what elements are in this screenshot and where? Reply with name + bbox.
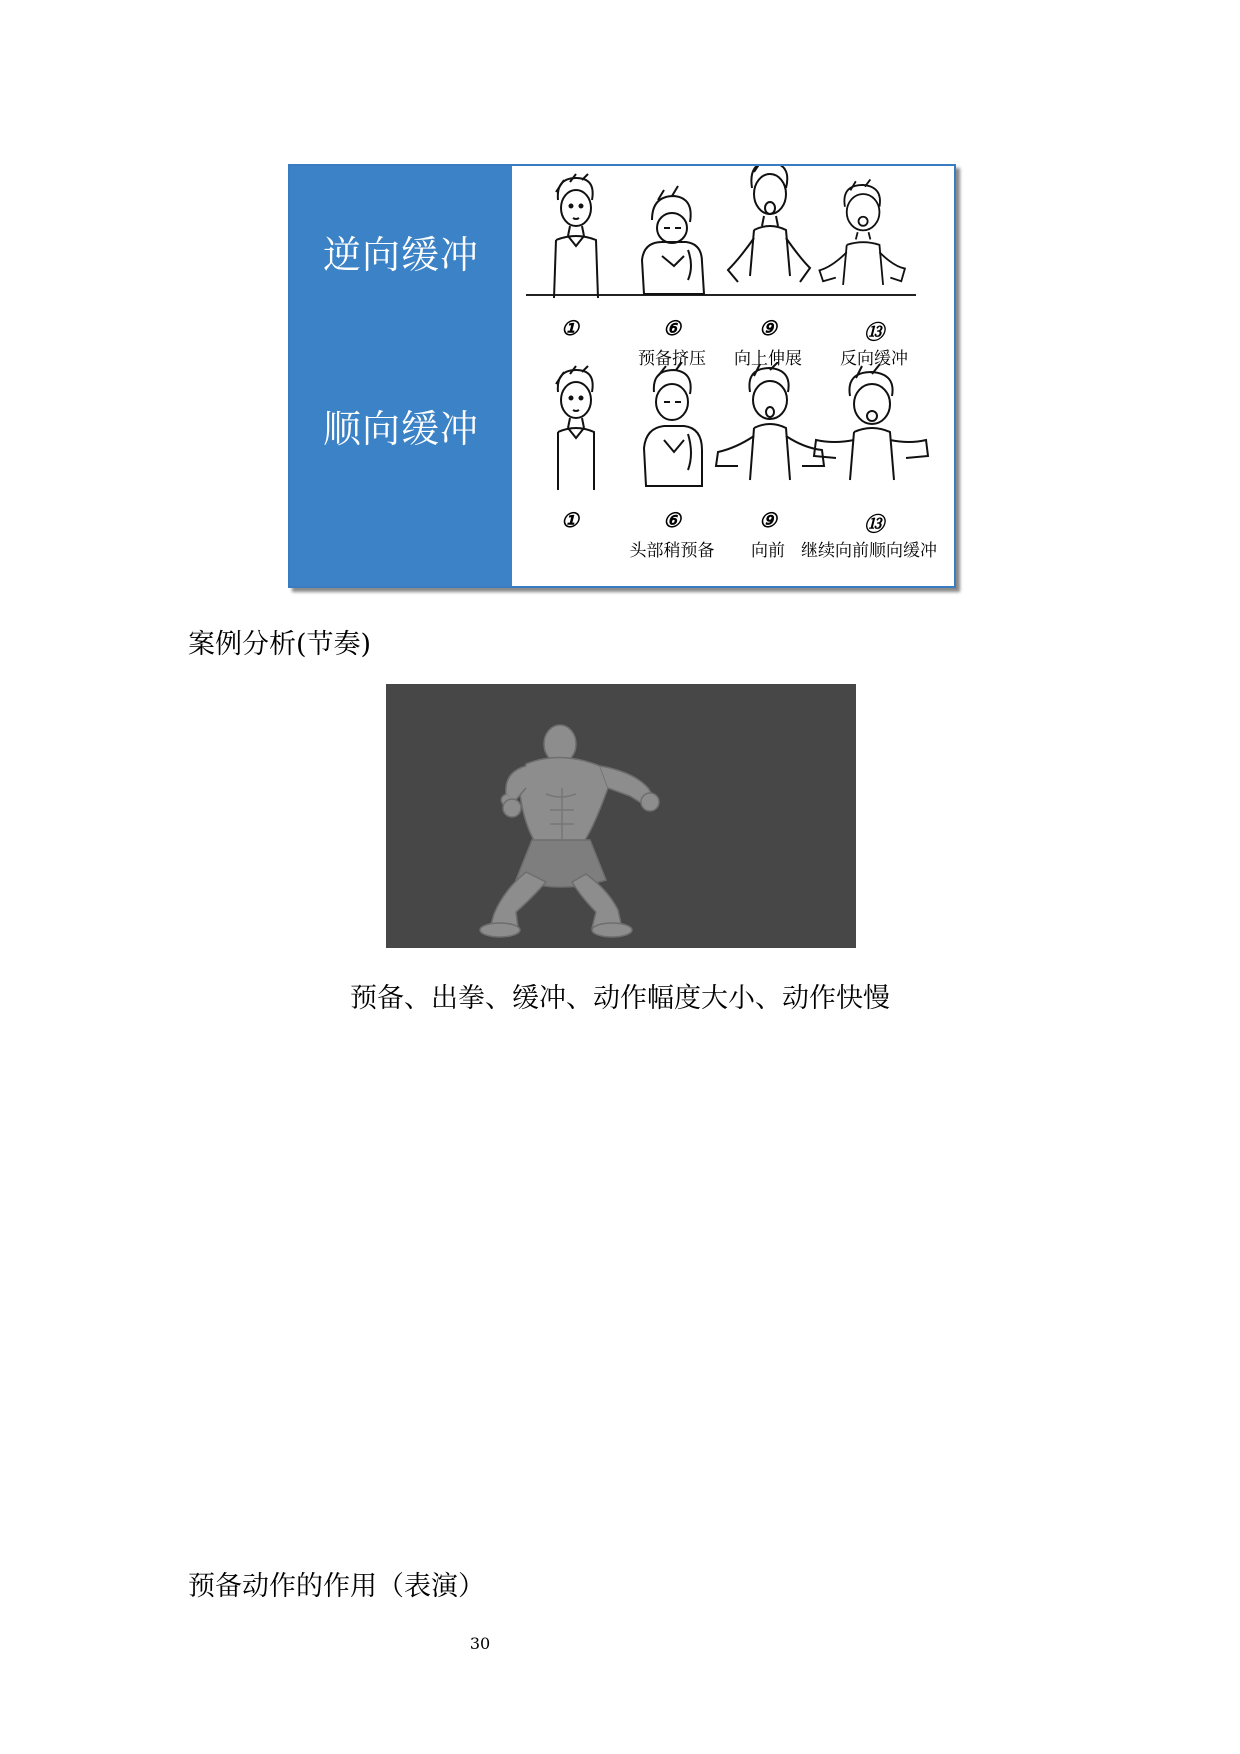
reverse-buffer-row bbox=[526, 166, 946, 369]
character-sketch-frame-1 bbox=[526, 362, 626, 490]
frame-caption: 向前 bbox=[751, 541, 785, 561]
section-heading-case-analysis: 案例分析(节奏) bbox=[188, 629, 372, 660]
character-sketch-frame-6 bbox=[622, 170, 722, 298]
frame-number: ① bbox=[561, 508, 579, 532]
frame-caption: 反向缓冲 bbox=[840, 349, 908, 369]
frame-caption: 向上伸展 bbox=[734, 349, 802, 369]
character-sketch-frame-1 bbox=[526, 170, 626, 298]
frame-number: ① bbox=[561, 316, 579, 340]
character-sketch-frame-13 bbox=[814, 170, 914, 298]
character-sketch-frame-9 bbox=[718, 164, 818, 298]
frame-number: ⑬ bbox=[864, 512, 884, 536]
character-sketch-frame-6 bbox=[622, 362, 722, 490]
render-caption: 预备、出拳、缓冲、动作幅度大小、动作快慢 bbox=[350, 983, 890, 1014]
frame-number: ⑨ bbox=[759, 508, 777, 532]
page-number: 30 bbox=[469, 1634, 491, 1653]
buffer-comparison-figure bbox=[288, 164, 956, 588]
frame-caption: 预备挤压 bbox=[638, 349, 706, 369]
frame-number: ⑬ bbox=[864, 320, 884, 344]
character-sketch-frame-13 bbox=[810, 362, 930, 490]
frame-caption: 头部稍预备 bbox=[629, 541, 715, 561]
fighter-3d-render bbox=[386, 684, 856, 948]
forward-buffer-label: 顺向缓冲 bbox=[322, 407, 479, 451]
frame-number: ⑥ bbox=[663, 316, 681, 340]
slide-sidebar bbox=[290, 166, 512, 586]
frame-number: ⑨ bbox=[759, 316, 777, 340]
section-heading-anticipation-role: 预备动作的作用（表演） bbox=[188, 1571, 485, 1602]
forward-buffer-row bbox=[526, 358, 946, 561]
frame-caption: 继续向前顺向缓冲 bbox=[801, 541, 937, 561]
reverse-buffer-label: 逆向缓冲 bbox=[322, 233, 479, 277]
frame-number: ⑥ bbox=[663, 508, 681, 532]
